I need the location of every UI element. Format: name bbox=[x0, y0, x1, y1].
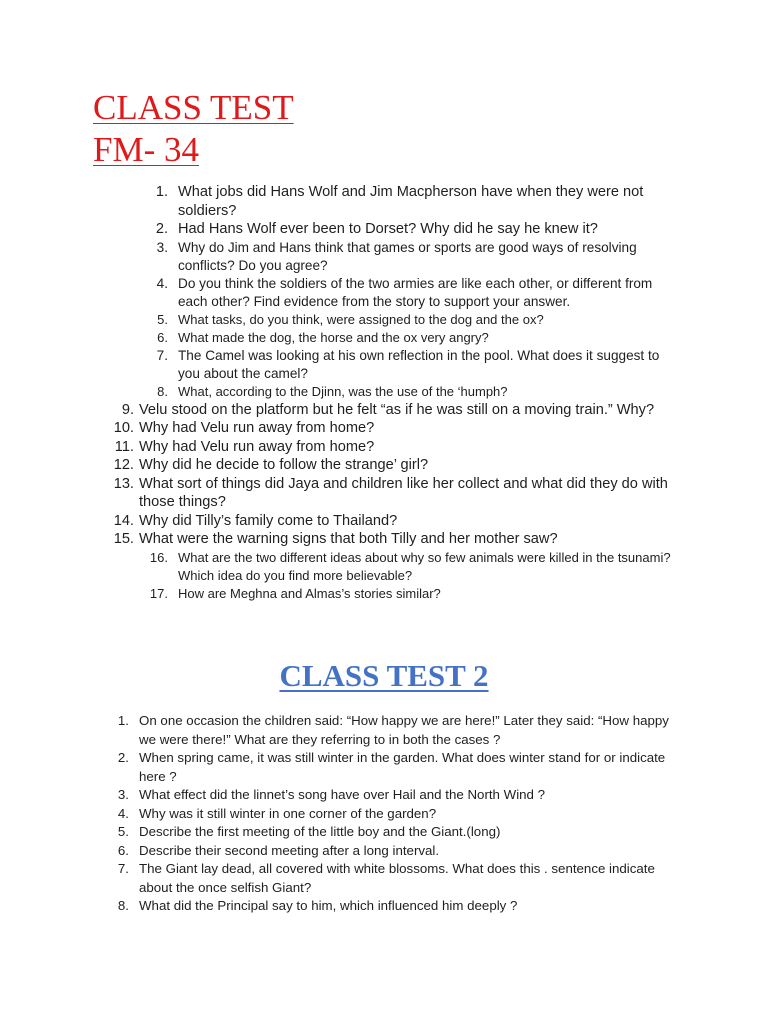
question-text: Why did he decide to follow the strange’ girl? bbox=[139, 457, 429, 473]
question-number: 11. bbox=[114, 438, 134, 455]
question-text: Why do Jim and Hans think that games or sports are good ways of resolving conflicts? Do you agree? bbox=[178, 239, 637, 273]
question-text: Why was it still winter in one corner of the garden? bbox=[139, 805, 437, 821]
question-number: 4. bbox=[156, 275, 168, 291]
question-text: Do you think the soldiers of the two armies are like each other, or different from each other? Find evidence from the story to support your answer. bbox=[178, 275, 653, 309]
test2-question-6 bbox=[0, 842, 669, 861]
question-text: Describe the first meeting of the little boy and the Giant.(long) bbox=[139, 824, 501, 839]
question-number: 3. bbox=[117, 787, 129, 802]
test1-question-6 bbox=[0, 329, 678, 347]
question-text: Had Hans Wolf ever been to Dorset? Why did he say he knew it? bbox=[178, 221, 598, 237]
question-number: 12. bbox=[113, 457, 134, 473]
question-number: 16. bbox=[149, 549, 168, 565]
question-text: What are the two different ideas about why so few animals were killed in the tsunami? Which idea do you find more believable? bbox=[178, 549, 671, 583]
question-text: The Giant lay dead, all covered with white blossoms. What does this . sentence indicate about the once selfish Giant? bbox=[139, 861, 655, 895]
question-text: What effect did the linnet’s song have over Hail and the North Wind ? bbox=[139, 787, 546, 802]
test1-question-13 bbox=[0, 475, 679, 512]
question-number: 5. bbox=[157, 311, 168, 327]
test2-question-list bbox=[0, 712, 669, 916]
question-text: Why did Tilly’s family come to Thailand? bbox=[139, 512, 398, 529]
question-number: 13. bbox=[113, 475, 134, 492]
test1-question-14 bbox=[0, 512, 679, 531]
question-number: 9. bbox=[121, 401, 134, 418]
question-text: What did the Principal say to him, which influenced him deeply ? bbox=[139, 898, 518, 913]
test1-question-11 bbox=[0, 438, 679, 457]
test2-question-5 bbox=[0, 823, 669, 842]
question-text: What were the warning signs that both Tilly and her mother saw? bbox=[139, 531, 558, 547]
test1-question-16 bbox=[0, 549, 678, 585]
test2-question-8 bbox=[0, 897, 669, 916]
test1-question-5 bbox=[0, 311, 678, 329]
test1-question-8 bbox=[0, 383, 678, 401]
question-text: When spring came, it was still winter in the garden. What does winter stand for or indicate here ? bbox=[139, 750, 666, 784]
question-number: 17. bbox=[149, 585, 168, 601]
question-text: Why had Velu run away from home? bbox=[139, 438, 375, 455]
test1-question-2 bbox=[0, 220, 678, 239]
question-text: What jobs did Hans Wolf and Jim Macpherson have when they were not soldiers? bbox=[178, 184, 644, 219]
question-number: 1. bbox=[117, 713, 129, 728]
question-number: 4. bbox=[117, 805, 129, 821]
test2-question-3 bbox=[0, 786, 669, 805]
question-number: 2. bbox=[155, 221, 168, 237]
question-number: 3. bbox=[156, 239, 168, 255]
test2-question-1 bbox=[0, 712, 669, 749]
question-number: 7. bbox=[117, 861, 129, 876]
test1-question-7 bbox=[0, 347, 678, 383]
test1-question-17 bbox=[0, 585, 678, 603]
test2-question-7 bbox=[0, 860, 669, 897]
test1-title: CLASS TEST bbox=[93, 88, 294, 127]
test2-question-4 bbox=[0, 805, 669, 824]
test1-question-9 bbox=[0, 401, 679, 420]
test2-question-2 bbox=[0, 749, 669, 786]
test1-question-12 bbox=[0, 456, 679, 475]
test1-subtitle: FM- 34 bbox=[93, 130, 199, 169]
question-text: What, according to the Djinn, was the use of the ‘humph? bbox=[178, 383, 508, 399]
question-text: The Camel was looking at his own reflection in the pool. What does it suggest to you about the camel? bbox=[178, 347, 660, 381]
test1-question-3 bbox=[0, 239, 678, 275]
question-text: Velu stood on the platform but he felt “as if he was still on a moving train.” Why? bbox=[139, 401, 655, 418]
question-number: 6. bbox=[157, 329, 168, 345]
question-text: What sort of things did Jaya and children like her collect and what did they do with those things? bbox=[139, 475, 668, 510]
question-text: Describe their second meeting after a long interval. bbox=[139, 842, 440, 858]
test2-title: CLASS TEST 2 bbox=[279, 658, 489, 693]
question-number: 1. bbox=[155, 184, 168, 200]
question-number: 10. bbox=[113, 420, 134, 436]
test1-question-15 bbox=[0, 530, 679, 549]
question-number: 8. bbox=[157, 383, 168, 399]
question-text: How are Meghna and Almas’s stories similar? bbox=[178, 585, 441, 601]
question-number: 8. bbox=[117, 898, 129, 913]
test1-question-list bbox=[0, 183, 679, 603]
test1-question-1 bbox=[0, 183, 678, 220]
question-text: Why had Velu run away from home? bbox=[139, 420, 375, 436]
test1-question-10 bbox=[0, 419, 679, 438]
question-text: On one occasion the children said: “How happy we are here!” Later they said: “How happy we were there!” What are they referring to in both the cases ? bbox=[139, 713, 669, 747]
question-number: 15. bbox=[113, 531, 134, 547]
question-number: 14. bbox=[113, 512, 134, 529]
question-number: 5. bbox=[117, 824, 129, 839]
question-number: 2. bbox=[117, 750, 129, 765]
question-text: What tasks, do you think, were assigned to the dog and the ox? bbox=[178, 311, 544, 327]
question-text: What made the dog, the horse and the ox very angry? bbox=[178, 329, 489, 345]
question-number: 6. bbox=[117, 842, 129, 858]
question-number: 7. bbox=[156, 347, 168, 363]
test1-question-4 bbox=[0, 275, 678, 311]
